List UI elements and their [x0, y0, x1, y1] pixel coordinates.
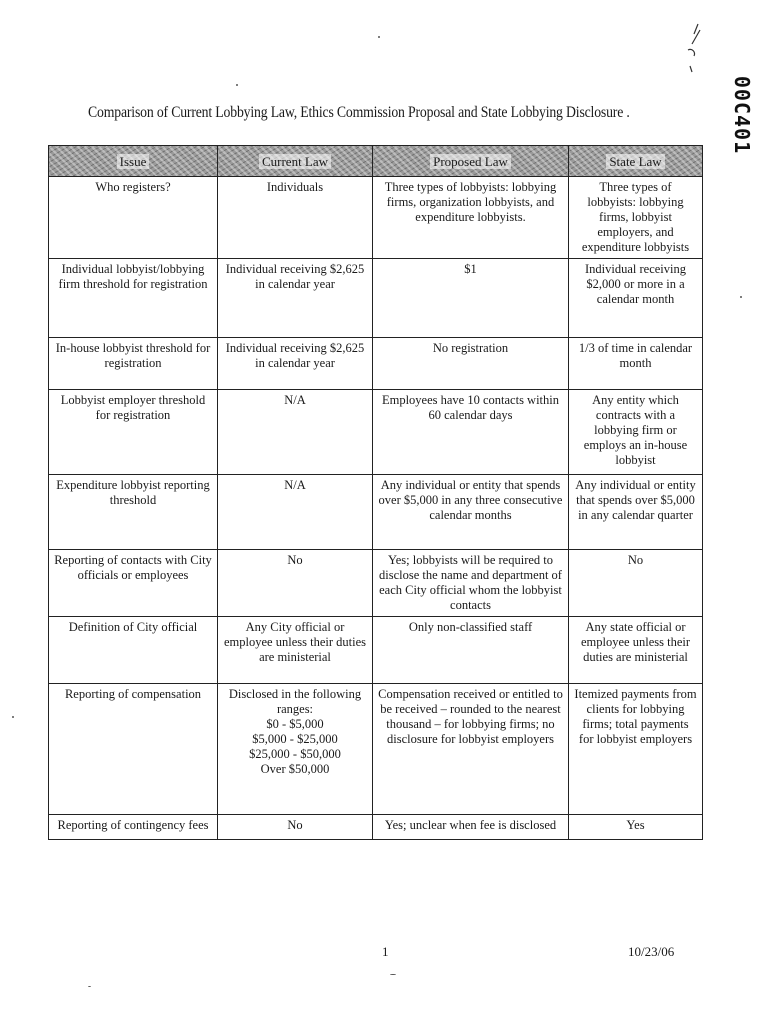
table-row: [49, 390, 703, 475]
cell-current-law: Individuals: [218, 177, 373, 259]
table-row: [49, 177, 703, 259]
cell-proposed-law: Any individual or entity that spends over $5,000 in any three consecutive calendar months: [373, 475, 569, 550]
cell-proposed-law: Yes; lobbyists will be required to disclose the name and department of each City official whom the lobbyist contacts: [373, 550, 569, 617]
cell-current-law: Disclosed in the following ranges: $0 - $5,000 $5,000 - $25,000 $25,000 - $50,000 Over $50,000: [218, 684, 373, 815]
header-row: [49, 146, 703, 177]
document-title: Comparison of Current Lobbying Law, Ethics Commission Proposal and State Lobbying Disclosure .: [88, 104, 630, 121]
cell-state-law: Any entity which contracts with a lobbying firm or employs an in-house lobbyist: [569, 390, 703, 475]
document-stamp: [720, 60, 764, 170]
cell-current-law: No: [218, 815, 373, 840]
cell-state-law: Any individual or entity that spends over $5,000 in any calendar quarter: [569, 475, 703, 550]
scan-speck: [740, 296, 742, 298]
table-row: [49, 617, 703, 684]
cell-state-law: 1/3 of time in calendar month: [569, 338, 703, 390]
cell-state-law: Any state official or employee unless their duties are ministerial: [569, 617, 703, 684]
header-current-law: Current Law: [218, 146, 373, 177]
cell-proposed-law: Employees have 10 contacts within 60 calendar days: [373, 390, 569, 475]
table-row: [49, 550, 703, 617]
comparison-table: [48, 145, 703, 840]
cell-state-law: Yes: [569, 815, 703, 840]
header-state-law: State Law: [569, 146, 703, 177]
cell-proposed-law: Yes; unclear when fee is disclosed: [373, 815, 569, 840]
cell-issue: Expenditure lobbyist reporting threshold: [49, 475, 218, 550]
cell-issue: Reporting of contacts with City officials or employees: [49, 550, 218, 617]
cell-state-law: Itemized payments from clients for lobbying firms; total payments for lobbyist employers: [569, 684, 703, 815]
cell-current-law: N/A: [218, 390, 373, 475]
cell-state-law: Individual receiving $2,000 or more in a calendar month: [569, 259, 703, 338]
cell-proposed-law: $1: [373, 259, 569, 338]
table-row: [49, 338, 703, 390]
cell-issue: Individual lobbyist/lobbying firm threshold for registration: [49, 259, 218, 338]
table-row: [49, 815, 703, 840]
cell-issue: Lobbyist employer threshold for registration: [49, 390, 218, 475]
cell-current-law: N/A: [218, 475, 373, 550]
cell-state-law: Three types of lobbyists: lobbying firms, lobbyist employers, and expenditure lobbyists: [569, 177, 703, 259]
cell-state-law: No: [569, 550, 703, 617]
scan-speck: [12, 716, 14, 718]
cell-issue: Definition of City official: [49, 617, 218, 684]
cell-proposed-law: No registration: [373, 338, 569, 390]
cell-issue: Reporting of contingency fees: [49, 815, 218, 840]
cell-issue: In-house lobbyist threshold for registration: [49, 338, 218, 390]
cell-issue: Reporting of compensation: [49, 684, 218, 815]
scan-speck: [236, 84, 238, 86]
table-row: [49, 475, 703, 550]
document-date: 10/23/06: [628, 944, 675, 959]
header-proposed-law: Proposed Law: [373, 146, 569, 177]
handwritten-mark: [680, 20, 710, 75]
cell-proposed-law: Three types of lobbyists: lobbying firms, organization lobbyists, and expenditure lobbyists.: [373, 177, 569, 259]
page-number: 1: [382, 944, 389, 959]
cell-current-law: No: [218, 550, 373, 617]
scan-speck: [390, 974, 396, 975]
cell-proposed-law: Only non-classified staff: [373, 617, 569, 684]
scan-speck: [88, 986, 91, 987]
header-issue: Issue: [49, 146, 218, 177]
table-row: [49, 259, 703, 338]
cell-issue: Who registers?: [49, 177, 218, 259]
table-row: [49, 684, 703, 815]
cell-current-law: Any City official or employee unless their duties are ministerial: [218, 617, 373, 684]
scan-speck: [378, 36, 380, 38]
stamp-number: 00C401: [730, 75, 754, 155]
cell-current-law: Individual receiving $2,625 in calendar year: [218, 338, 373, 390]
cell-proposed-law: Compensation received or entitled to be received – rounded to the nearest thousand – for lobbying firms; no disclosure for lobbyist employers: [373, 684, 569, 815]
cell-current-law: Individual receiving $2,625 in calendar year: [218, 259, 373, 338]
